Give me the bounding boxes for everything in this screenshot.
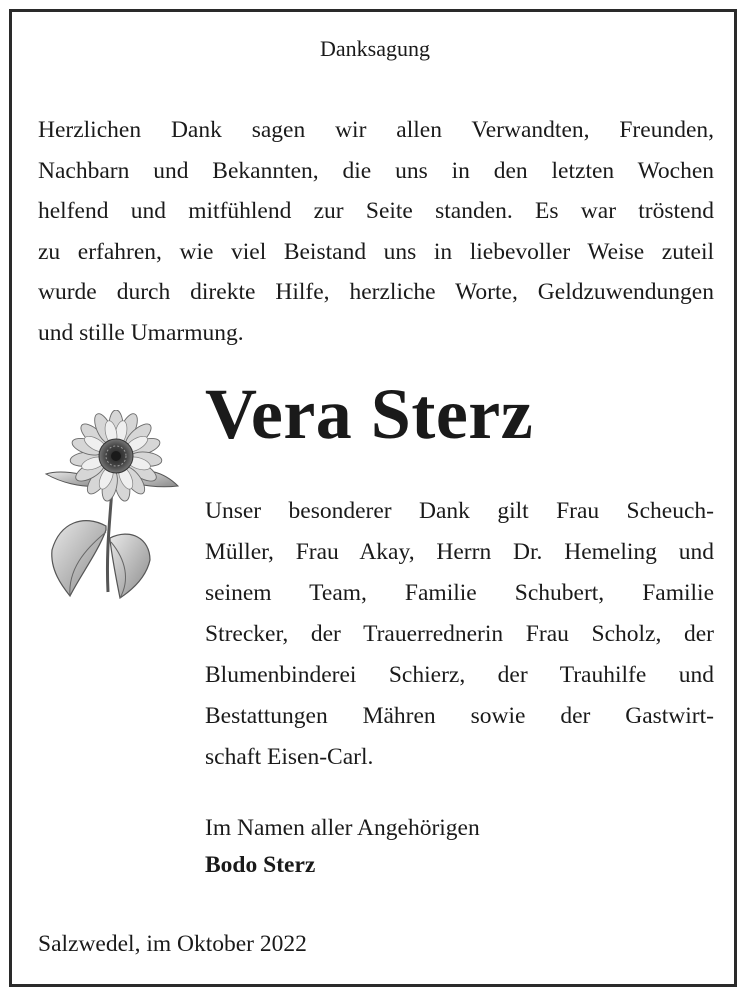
thanks-line: schaft Eisen-Carl. [205,744,374,770]
sunflower-icon [40,410,190,610]
deceased-name: Vera Sterz [205,374,534,454]
intro-line: und stille Umarmung. [38,319,244,346]
notice-heading: Danksagung [320,36,430,61]
thanks-line: seinem Team, Familie Schubert, Familie [205,580,714,606]
thanks-line: Strecker, der Trauerrednerin Frau Scholz, der [205,621,714,647]
place-date: Salzwedel, im Oktober 2022 [38,931,307,957]
thanks-line: Blumenbinderei Schierz, der Trauhilfe und [205,662,714,688]
intro-line: helfend und mitfühlend zur Seite standen. Es war tröstend [38,198,714,224]
intro-paragraph [38,110,714,353]
intro-line: Herzlichen Dank sagen wir allen Verwandten, Freunden, [38,117,714,143]
intro-line: wurde durch direkte Hilfe, herzliche Worte, Geldzuwendungen [38,279,714,305]
thanks-line: Müller, Frau Akay, Herrn Dr. Hemeling und [205,539,714,565]
thanks-line: Bestattungen Mähren sowie der Gastwirt- [205,703,714,729]
thanks-paragraph [205,491,714,778]
on-behalf-text: Im Namen aller Angehörigen [205,815,480,841]
intro-line: zu erfahren, wie viel Beistand uns in liebevoller Weise zuteil [38,238,714,265]
thanks-line: Unser besonderer Dank gilt Frau Scheuch- [205,498,714,524]
intro-line: Nachbarn und Bekannten, die uns in den letzten Wochen [38,157,714,184]
signer-name: Bodo Sterz [205,852,316,878]
